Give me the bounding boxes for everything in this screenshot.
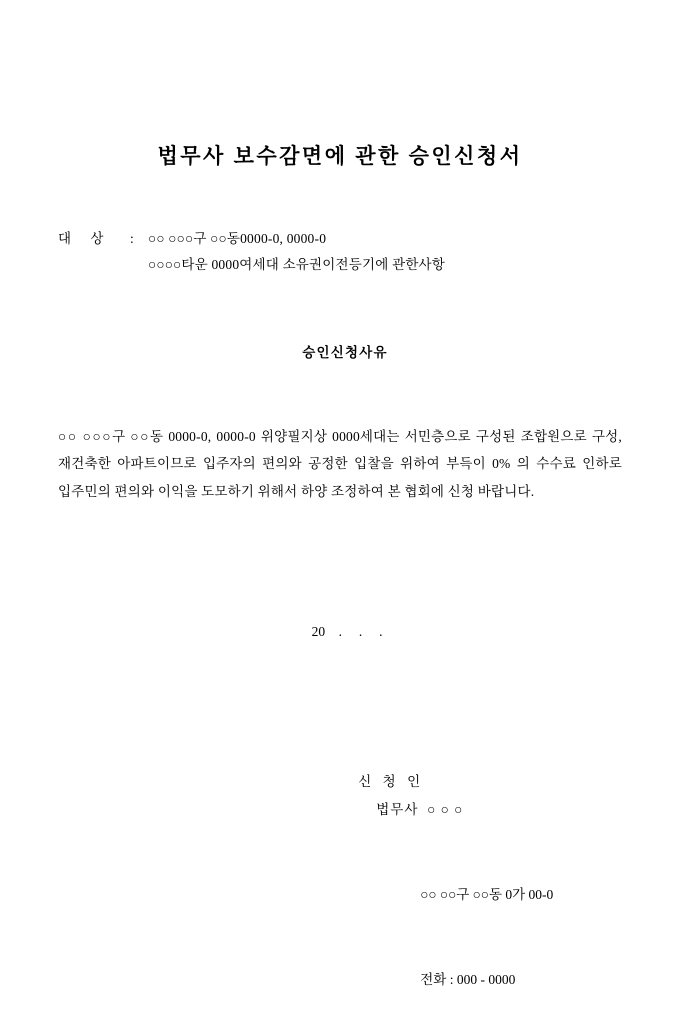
reason-heading: 승인신청사유 [302, 344, 388, 360]
date-line: 20 . . . [311, 623, 383, 639]
body-paragraph [58, 423, 622, 506]
signature-address-row [338, 853, 622, 938]
target-value-line2: ○○○○타운 0000여세대 소유권이전등기에 관한사항 [148, 257, 446, 273]
target-row-primary [58, 226, 622, 252]
signature-block [58, 740, 622, 1023]
signature-phone: 전화 : 000 - 0000 [420, 972, 516, 988]
target-row-secondary [58, 252, 622, 278]
signature-name: 법무사 ○ ○ ○ [376, 802, 464, 818]
target-value-line1: ○○ ○○○구 ○○동0000-0, 0000-0 [148, 231, 327, 246]
target-colon: : [130, 231, 134, 246]
page-title: 법무사 보수감면에 관한 승인신청서 [157, 144, 523, 168]
target-label: 대 상 [58, 231, 112, 246]
signature-role-label: 신 청 인 [358, 773, 425, 789]
signature-phone-row [338, 938, 622, 1023]
target-block [58, 226, 622, 279]
signature-address: ○○ ○○구 ○○동 0가 00-0 [420, 887, 554, 903]
signature-applicant-row [338, 740, 622, 853]
body-text: ○○ ○○○구 ○○동 0000-0, 0000-0 위양필지상 0000세대는 서민층으로 구성된 조합원으로 구성, 재건축한 아파트이므로 입주자의 편의와 공정한 입찰을 위하여 부득이 0% 의 수수료 인하로 입주민의 편의와 이익을 도모하기 위해서 하양 조정하여 본 협회에 신청 바랍니다. [58, 428, 622, 499]
